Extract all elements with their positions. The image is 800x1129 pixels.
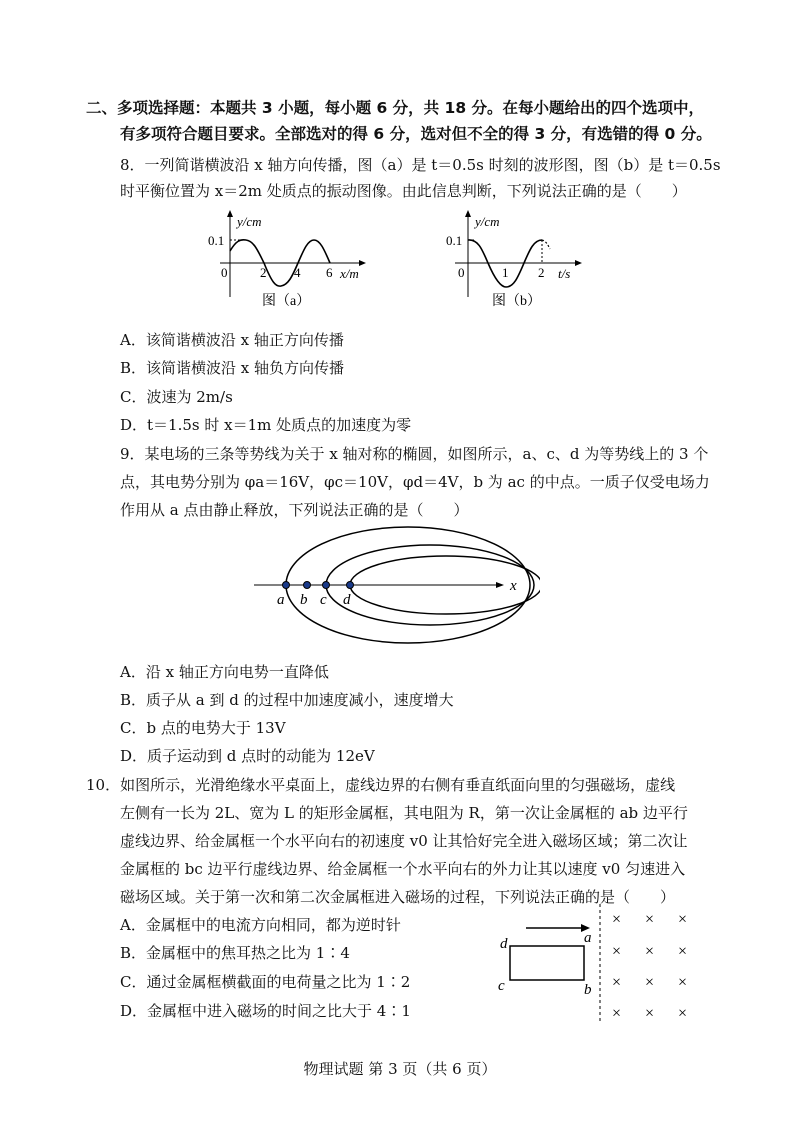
- y-tick-label: 0.1: [446, 233, 463, 248]
- q10-option-c: C．通过金属框横截面的电荷量之比为 1∶2: [120, 973, 411, 991]
- x-tick-6: 6: [326, 265, 333, 280]
- q10-option-d: D．金属框中进入磁场的时间之比大于 4∶1: [120, 1002, 411, 1020]
- q10-option-a: A．金属框中的电流方向相同，都为逆时针: [120, 916, 401, 934]
- q10-stem-line4: 金属框的 bc 边平行虚线边界、给金属框一个水平向右的外力让其以速度 v0 匀速进入: [120, 860, 686, 878]
- magnetic-field-crosses: [612, 911, 687, 1022]
- corner-d: d: [500, 936, 508, 952]
- q10-stem-line1: 10．如图所示，光滑绝缘水平桌面上，虚线边界的右侧有垂直纸面向里的匀强磁场，虚线: [86, 776, 676, 794]
- fig-a-caption: 图（a）: [262, 294, 311, 309]
- q10-stem-line2: 左侧有一长为 2L、宽为 L 的矩形金属框，其电阻为 R，第一次让金属框的 ab 边平行: [120, 804, 688, 822]
- y-axis-label: y/cm: [475, 214, 500, 229]
- q9-option-c: C．b 点的电势大于 13V: [120, 719, 286, 737]
- q8-option-a: A．该简谐横波沿 x 轴正方向传播: [120, 331, 344, 349]
- q9-stem-line3: 作用从 a 点由静止释放，下列说法正确的是（ ）: [120, 501, 469, 519]
- t-tick-2: 2: [538, 265, 545, 280]
- q9-stem-line1: 9．某电场的三条等势线为关于 x 轴对称的椭圆，如图所示，a、c、d 为等势线上的 3 个: [120, 445, 709, 463]
- x-tick-2: 2: [260, 265, 267, 280]
- svg-text:×: ×: [678, 911, 688, 928]
- q8-stem-line1: 8．一列简谐横波沿 x 轴方向传播，图（a）是 t＝0.5s 时刻的波形图，图（b）是 t＝0.5s: [120, 156, 721, 174]
- section-heading-line2: 有多项符合题目要求。全部选对的得 6 分，选对但不全的得 3 分，有选错的得 0 分。: [120, 125, 712, 143]
- svg-text:×: ×: [678, 1005, 688, 1022]
- q8-stem-line2: 时平衡位置为 x＝2m 处质点的振动图像。由此信息判断，下列说法正确的是（ ）: [120, 182, 687, 200]
- svg-text:×: ×: [645, 911, 655, 928]
- corner-a: a: [584, 930, 592, 946]
- q9-option-b: B．质子从 a 到 d 的过程中加速度减小，速度增大: [120, 691, 454, 709]
- svg-text:×: ×: [678, 943, 688, 960]
- label-c: c: [320, 592, 327, 608]
- svg-text:×: ×: [645, 974, 655, 991]
- point-a: [283, 582, 290, 589]
- q10-stem-line5: 磁场区域。关于第一次和第二次金属框进入磁场的过程，下列说法正确的是（ ）: [120, 888, 676, 906]
- section-heading-line1: 二、多项选择题：本题共 3 小题，每小题 6 分，共 18 分。在每小题给出的四个选项中，: [86, 99, 705, 117]
- label-d: d: [343, 592, 351, 608]
- origin-label: 0: [458, 265, 465, 280]
- q9-stem-line2: 点，其电势分别为 φa＝16V，φc＝10V，φd＝4V，b 为 ac 的中点。一质子仅受电场力: [120, 473, 710, 491]
- svg-text:×: ×: [612, 1005, 622, 1022]
- point-d: [347, 582, 354, 589]
- t-axis-label: t/s: [558, 266, 571, 281]
- point-c: [323, 582, 330, 589]
- x-tick-4: 4: [294, 265, 301, 280]
- corner-c: c: [498, 978, 505, 994]
- page-footer: 物理试题 第 3 页（共 6 页）: [303, 1060, 497, 1078]
- q9-option-a: A．沿 x 轴正方向电势一直降低: [120, 663, 329, 681]
- label-x: x: [510, 578, 517, 594]
- svg-text:×: ×: [645, 1005, 655, 1022]
- metal-frame: [510, 946, 584, 980]
- q8-option-c: C．波速为 2m/s: [120, 388, 233, 406]
- label-b: b: [300, 592, 308, 608]
- q8-vibration-graph-b: [430, 205, 600, 320]
- t-tick-1: 1: [502, 265, 509, 280]
- svg-text:×: ×: [678, 974, 688, 991]
- q10-magnetic-field-diagram: [490, 902, 710, 1027]
- svg-text:×: ×: [612, 911, 622, 928]
- q8-wave-graph-a: [200, 205, 370, 320]
- y-axis-label: y/cm: [237, 214, 262, 229]
- svg-text:×: ×: [612, 974, 622, 991]
- label-a: a: [277, 592, 285, 608]
- q8-option-d: D．t＝1.5s 时 x＝1m 处质点的加速度为零: [120, 416, 412, 434]
- q9-option-d: D．质子运动到 d 点时的动能为 12eV: [120, 747, 375, 765]
- x-axis-label: x/m: [340, 266, 359, 281]
- fig-b-caption: 图（b）: [492, 294, 541, 309]
- y-tick-label: 0.1: [208, 233, 225, 248]
- q9-equipotential-diagram: [240, 520, 540, 650]
- q8-option-b: B．该简谐横波沿 x 轴负方向传播: [120, 359, 345, 377]
- corner-b: b: [584, 982, 592, 998]
- svg-text:×: ×: [645, 943, 655, 960]
- q10-stem-line3: 虚线边界、给金属框一个水平向右的初速度 v0 让其恰好完全进入磁场区域；第二次让: [120, 832, 688, 850]
- svg-text:×: ×: [612, 943, 622, 960]
- point-b: [304, 582, 311, 589]
- origin-label: 0: [221, 265, 228, 280]
- q10-option-b: B．金属框中的焦耳热之比为 1∶4: [120, 944, 350, 962]
